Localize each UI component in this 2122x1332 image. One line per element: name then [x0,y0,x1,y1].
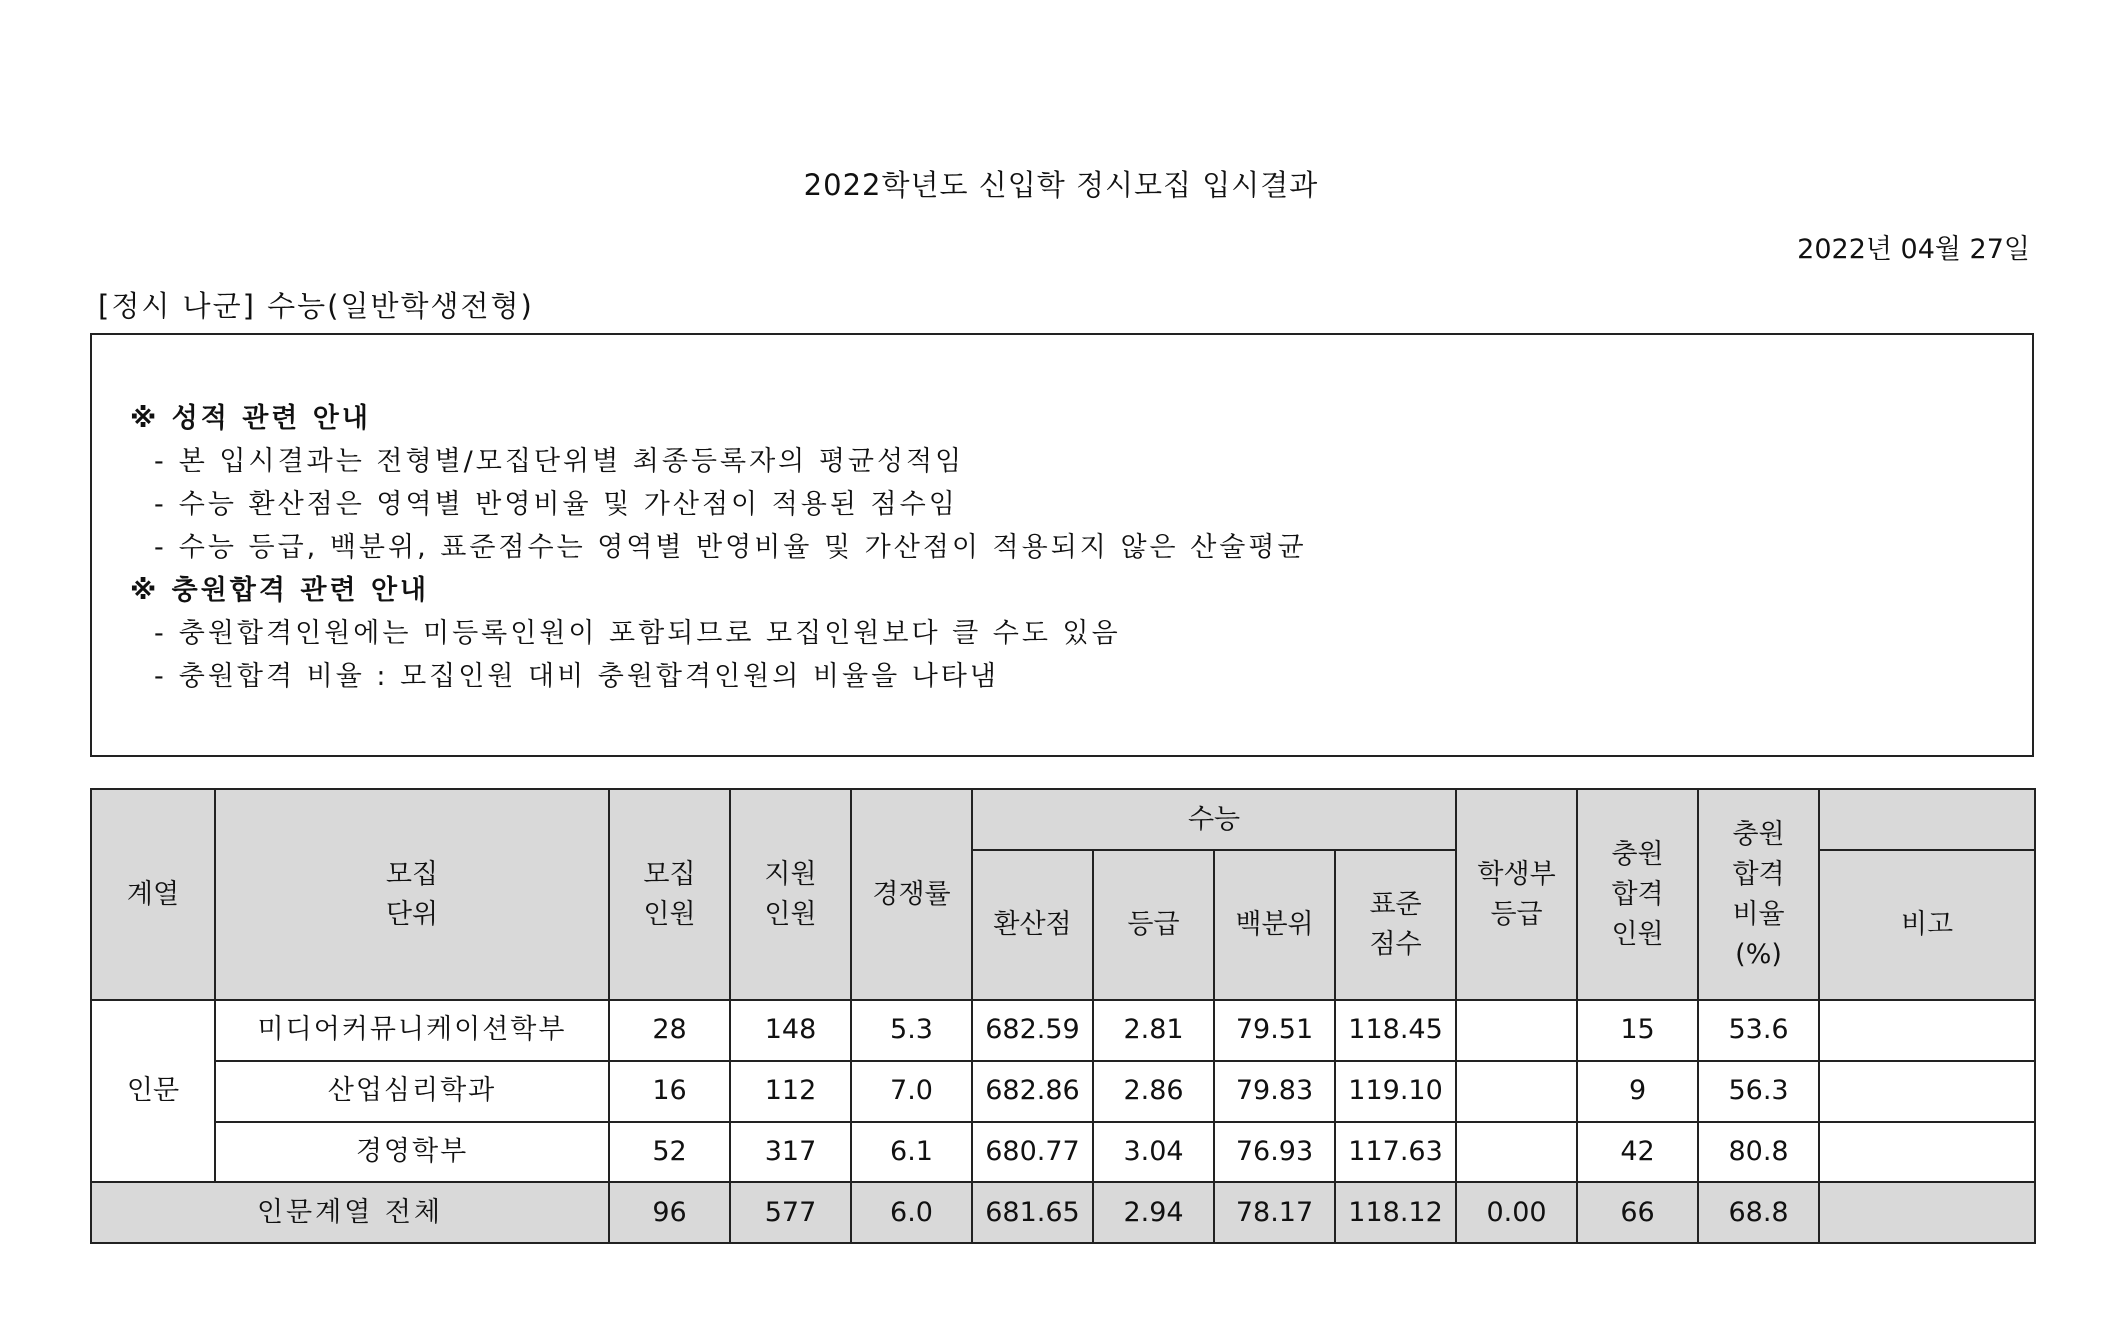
header-converted: 환산점 [972,850,1093,1000]
header-percentile: 백분위 [1214,850,1335,1000]
additional-cell: 66 [1577,1182,1698,1243]
notice-item-text: 수능 환산점은 영역별 반영비율 및 가산점이 적용된 점수임 [178,489,958,520]
student-record-cell [1456,1061,1577,1122]
quota-cell: 52 [609,1122,730,1183]
header-applicants: 지원 인원 [730,789,851,1000]
header-unit: 모집 단위 [215,789,609,1000]
notice-dash: - [154,618,167,649]
notice-dash: - [154,489,167,520]
competition-cell: 6.1 [851,1122,972,1183]
document-date: 2022년 04월 27일 [1797,234,2030,265]
header-competition: 경쟁률 [851,789,972,1000]
notice-item [130,526,1307,569]
header-category: 계열 [91,789,215,1000]
category-cell: 인문 [91,1000,215,1182]
header-standard: 표준 점수 [1335,850,1456,1000]
notice-heading-score: ※ 성적 관련 안내 [130,403,371,434]
notice-item-text: 충원합격인원에는 미등록인원이 포함되므로 모집인원보다 클 수도 있음 [178,618,1121,649]
header-remarks: 비고 [1819,850,2035,1000]
quota-cell: 28 [609,1000,730,1061]
quota-cell: 16 [609,1061,730,1122]
notice-item [130,612,1307,655]
grade-cell: 2.81 [1093,1000,1214,1061]
notice-item-text: 충원합격 비율 : 모집인원 대비 충원합격인원의 비율을 나타냄 [178,661,999,692]
notice-dash: - [154,532,167,563]
grade-cell: 2.94 [1093,1182,1214,1243]
additional-cell: 42 [1577,1122,1698,1183]
unit-cell: 미디어커뮤니케이션학부 [215,1000,609,1061]
standard-cell: 118.45 [1335,1000,1456,1061]
competition-cell: 7.0 [851,1061,972,1122]
additional-cell: 15 [1577,1000,1698,1061]
remarks-cell [1819,1000,2035,1061]
additional-cell: 9 [1577,1061,1698,1122]
unit-cell: 산업심리학과 [215,1061,609,1122]
student-record-cell: 0.00 [1456,1182,1577,1243]
quota-cell: 96 [609,1182,730,1243]
converted-cell: 681.65 [972,1182,1093,1243]
applicants-cell: 577 [730,1182,851,1243]
remarks-cell [1819,1122,2035,1183]
header-student-record: 학생부 등급 [1456,789,1577,1000]
converted-cell: 680.77 [972,1122,1093,1183]
standard-cell: 117.63 [1335,1122,1456,1183]
header-suneung: 수능 [972,789,1456,850]
document-title: 2022학년도 신입학 정시모집 입시결과 [803,168,1319,202]
notice-item-text: 수능 등급, 백분위, 표준점수는 영역별 반영비율 및 가산점이 적용되지 않은 산술평균 [178,532,1307,563]
grade-cell: 2.86 [1093,1061,1214,1122]
grade-cell: 3.04 [1093,1122,1214,1183]
table-row [91,1061,2035,1122]
notice-dash: - [154,661,167,692]
applicants-cell: 112 [730,1061,851,1122]
percentile-cell: 79.83 [1214,1061,1335,1122]
notice-box [90,333,2034,757]
ratio-cell: 80.8 [1698,1122,1819,1183]
notice-item [130,655,1307,698]
ratio-cell: 56.3 [1698,1061,1819,1122]
student-record-cell [1456,1000,1577,1061]
notice-item [130,440,1307,483]
remarks-cell [1819,1182,2035,1243]
converted-cell: 682.59 [972,1000,1093,1061]
applicants-cell: 148 [730,1000,851,1061]
converted-cell: 682.86 [972,1061,1093,1122]
results-table [90,788,2036,1244]
competition-cell: 5.3 [851,1000,972,1061]
student-record-cell [1456,1122,1577,1183]
notice-heading-additional: ※ 충원합격 관련 안내 [130,575,430,606]
unit-cell: 경영학부 [215,1122,609,1183]
ratio-cell: 53.6 [1698,1000,1819,1061]
percentile-cell: 76.93 [1214,1122,1335,1183]
notice-item-text: 본 입시결과는 전형별/모집단위별 최종등록자의 평균성적임 [178,446,965,477]
standard-cell: 118.12 [1335,1182,1456,1243]
header-grade: 등급 [1093,850,1214,1000]
table-row [91,1122,2035,1183]
competition-cell: 6.0 [851,1182,972,1243]
notice-content [130,397,1307,698]
total-label-cell: 인문계열 전체 [91,1182,609,1243]
header-remarks-top [1819,789,2035,850]
percentile-cell: 78.17 [1214,1182,1335,1243]
header-row-1 [91,789,2035,850]
table-total-row [91,1182,2035,1243]
standard-cell: 119.10 [1335,1061,1456,1122]
applicants-cell: 317 [730,1122,851,1183]
percentile-cell: 79.51 [1214,1000,1335,1061]
notice-item [130,483,1307,526]
notice-dash: - [154,446,167,477]
table-row [91,1000,2035,1061]
header-ratio: 충원 합격 비율 (%) [1698,789,1819,1000]
header-quota: 모집 인원 [609,789,730,1000]
section-label: [정시 나군] 수능(일반학생전형) [98,289,534,323]
ratio-cell: 68.8 [1698,1182,1819,1243]
header-additional: 충원 합격 인원 [1577,789,1698,1000]
remarks-cell [1819,1061,2035,1122]
